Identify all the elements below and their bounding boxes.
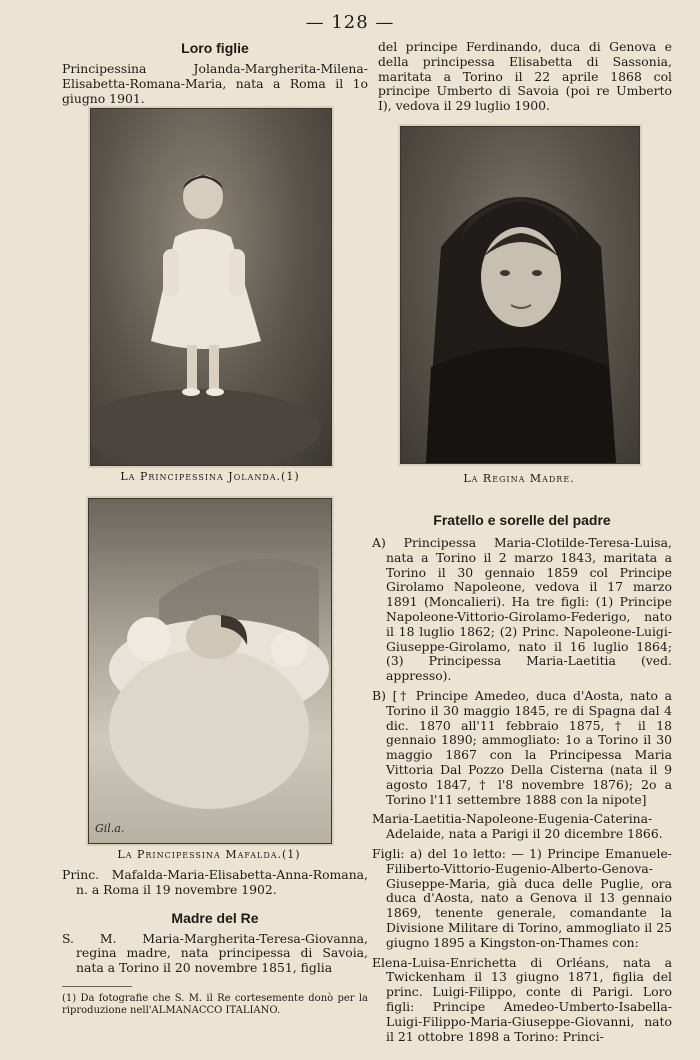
- entry-a: A) Principessa Maria-Clotilde-Teresa-Luisa, nata a Torino il 2 marzo 1843, maritata a Torino il 30 gennaio 1859 col Principe Girolamo Napoleone, vedova il 17 marzo 1891 (Moncalieri). Ha tre figli: (1) Principe Napoleone-Vittorio-Girolamo-Federigo, nato il 18 luglio 1862; (2) Princ. Napoleone-Luigi-Giuseppe-Girolamo, nato il 16 luglio 1864; (3) Principessa Maria-Laetitia (ved. appresso).: [372, 535, 672, 684]
- heading-daughters: Loro figlie: [181, 40, 249, 56]
- mafalda-text: Princ. Mafalda-Maria-Elisabetta-Anna-Romana, n. a Roma il 19 novembre 1902.: [62, 867, 368, 897]
- mother-text: S. M. Maria-Margherita-Teresa-Giovanna, regina madre, nata principessa di Savoia, nata a Torino il 20 novembre 1851, figlia: [62, 930, 368, 976]
- photo-jolanda: [90, 108, 332, 466]
- caption-mafalda: La Principessina Mafalda.(1): [117, 848, 301, 861]
- photo-mafalda: [88, 498, 332, 844]
- page-number: — 128 —: [305, 12, 395, 33]
- heading-siblings: Fratello e sorelle del padre: [433, 512, 611, 528]
- entry-b: B) [† Principe Amedeo, duca d'Aosta, nato a Torino il 30 maggio 1845, re di Spagna dal 4 dic. 1870 all'11 febbraio 1875, † il 18 gennaio 1890; ammogliato: 1o a Torino il 30 maggio 1867 con la Principessa Maria Vittoria Dal Pozzo Della Cisterna (nata il 9 agosto 1847, † l'8 novembre 1876); 2o a Torino l'11 settembre 1888 con la nipote]: [372, 687, 672, 807]
- caption-queen-mother: La Regina Madre.: [463, 472, 575, 485]
- queen-portrait-figure: [401, 127, 639, 463]
- heading-mother: Madre del Re: [171, 909, 259, 926]
- infant-on-pillow-figure: [89, 499, 331, 843]
- entry-elena: Elena-Luisa-Enrichetta di Orléans, nata a Twickenham il 13 giugno 1871, figlia del princ. Luigi-Filippo, conte di Parigi. Loro figli: Principe Amedeo-Umberto-Isabella-Luigi-Filippo-Maria-Giuseppe-Giovanni, nato il 21 ottobre 1898 a Torino: Princi-: [372, 954, 672, 1044]
- jolanda-text: Principessina Jolanda-Margherita-Milena-Elisabetta-Romana-Maria, nata a Roma il 1o giugno 1901.: [62, 61, 368, 106]
- entry-laetitia: Maria-Laetitia-Napoleone-Eugenia-Caterina-Adelaide, nata a Parigi il 20 dicembre 1866.: [372, 811, 663, 842]
- footnote: (1) Da fotografie che S. M. il Re cortesemente donò per la riproduzione nell'ALMANACCO ITALIANO.: [62, 992, 368, 1016]
- photo-signature: Gil.a.: [95, 822, 125, 835]
- footnote-rule: [62, 986, 132, 987]
- mother-continued-text: del principe Ferdinando, duca di Genova e della principessa Elisabetta di Sassonia, maritata a Torino il 22 aprile 1868 col principe Umberto di Savoia (poi re Umberto I), vedova il 29 luglio 1900.: [378, 39, 672, 114]
- child-standing-figure: [91, 109, 331, 465]
- caption-jolanda: La Principessina Jolanda.(1): [120, 470, 300, 483]
- photo-queen-mother: [400, 126, 640, 464]
- entry-figli: Figli: a) del 1o letto: — 1) Principe Emanuele-Filiberto-Vittorio-Eugenio-Alberto-Genova-Giuseppe-Maria, già duca delle Puglie, ora duca d'Aosta, nato a Genova il 13 gennaio 1869, tenente generale, comandante la Divisione Militare di Torino, ammogliato il 25 giugno 1895 a Kingston-on-Thames con:: [372, 845, 672, 950]
